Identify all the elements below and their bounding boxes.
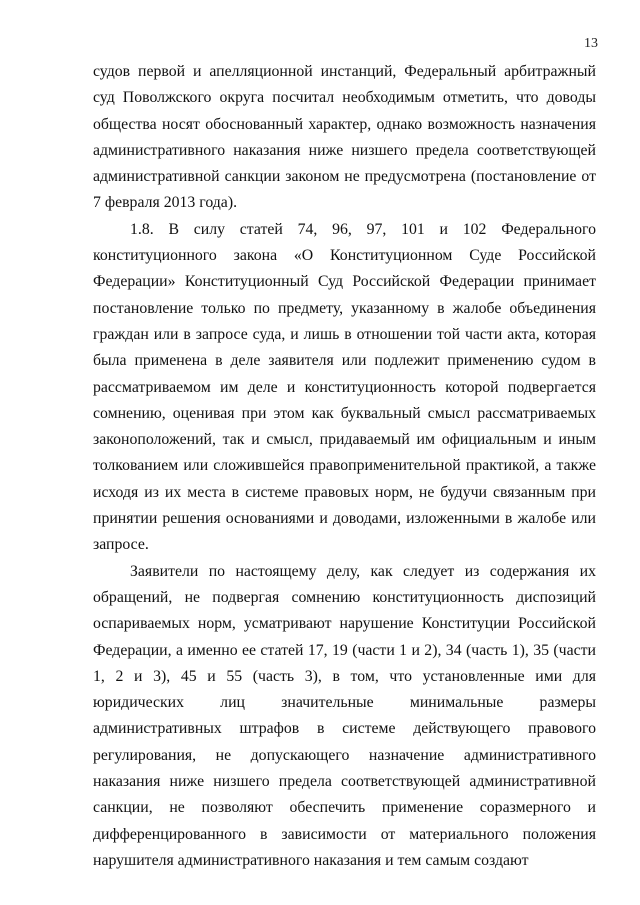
page-number: 13 (584, 36, 598, 51)
paragraph-section-1-8: 1.8. В силу статей 74, 96, 97, 101 и 102 Федерального конституционного закона «О Конституционном Суде Российской Федерации» Конституционный Суд Российской Федерации принимает постановление только по предмету, указанному в жалобе объединения граждан или в запросе суда, и лишь в отношении той части акта, которая была применена в деле заявителя или подлежит применению судом в рассматриваемом им деле и конституционность которой подвергается сомнению, оценивая при этом как буквальный смысл рассматриваемых законоположений, так и смысл, придаваемый им официальным и иным толкованием или сложившейся правоприменительной практикой, а также исходя из их места в системе правовых норм, не будучи связанным при принятии решения основаниями и доводами, изложенными в жалобе или запросе. (93, 220, 596, 554)
paragraph-continuation: судов первой и апелляционной инстанций, Федеральный арбитражный суд Поволжского округа посчитал необходимым отметить, что доводы общества носят обоснованный характер, однако возможность назначения административного наказания ниже низшего предела соответствующей административной санкции законом не предусмотрена (постановление от 7 февраля 2013 года). (93, 63, 596, 212)
document-body (93, 59, 596, 874)
paragraph-applicants-claims: Заявители по настоящему делу, как следует из содержания их обращений, не подвергая сомнению конституционность диспозиций оспариваемых норм, усматривают нарушение Конституции Российской Федерации, а именно ее статей 17, 19 (части 1 и 2), 34 (часть 1), 35 (части 1, 2 и 3), 45 и 55 (часть 3), в том, что установленные ими для юридических лиц значительные минимальные размеры административных штрафов в системе действующего правового регулирования, не допускающего назначение административного наказания ниже низшего предела соответствующей административной санкции, не позволяют обеспечить применение соразмерного и дифференцированного в зависимости от материального положения нарушителя административного наказания и тем самым создают (93, 562, 596, 869)
